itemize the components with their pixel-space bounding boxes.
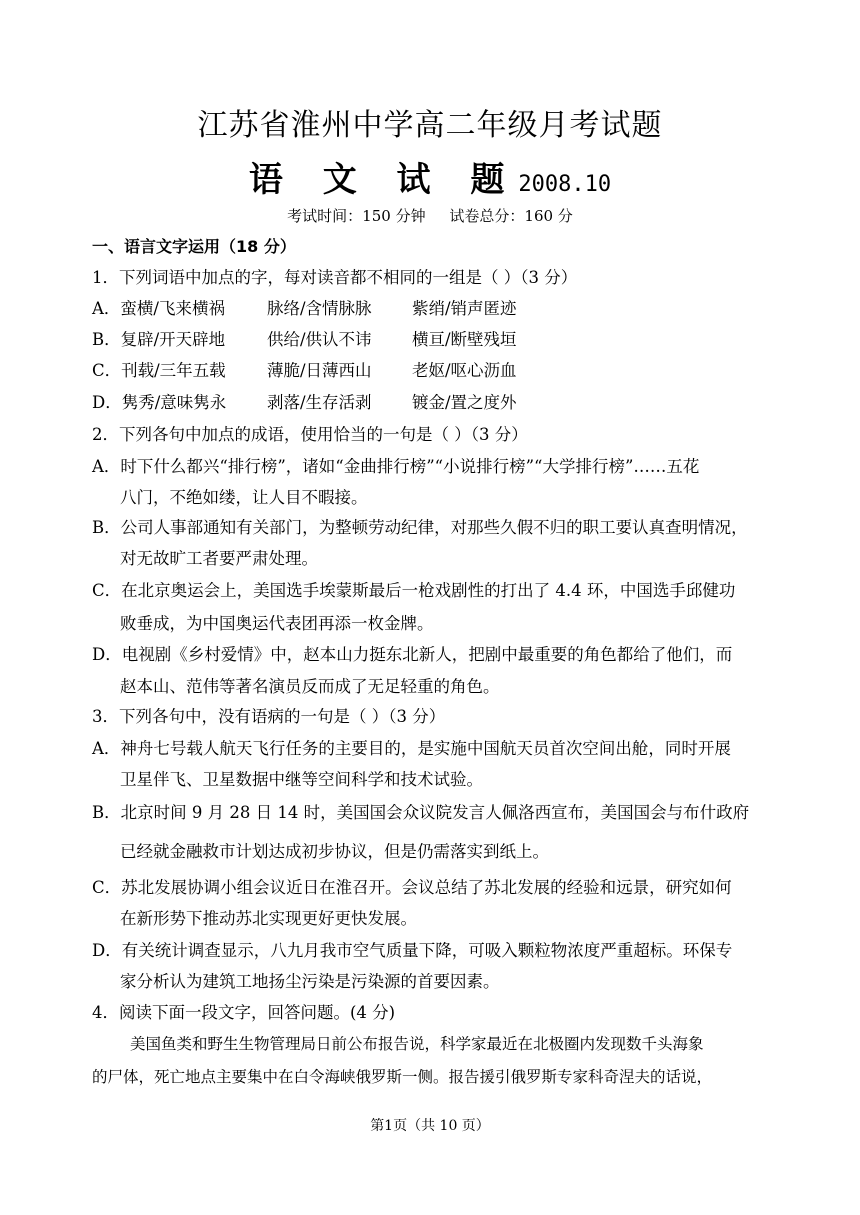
question-4-stem: 4．阅读下面一段文字，回答问题。(4 分) [92,1003,396,1022]
q1-option-b [92,329,517,351]
q4-passage-line-1: 美国鱼类和野生生物管理局日前公布报告说，科学家最近在北极圈内发现数千头海象 [130,1035,704,1053]
question-1-stem: 1．下列词语中加点的字，每对读音都不相同的一组是（ ）（3 分） [92,268,578,287]
q2-option-c-line-2: 败垂成，为中国奥运代表团再添一枚金牌。 [120,614,434,633]
q3-option-a-line-1: A．神舟七号载人航天飞行任务的主要目的，是实施中国航天员首次空间出舱，同时开展 [92,739,731,758]
q1-b-word-1: B．复辟/开天辟地 [92,330,226,349]
q1-c-word-1: C．刊载/三年五载 [92,361,226,380]
q2-option-a-line-2: 八门，不绝如缕，让人目不暇接。 [120,488,368,507]
q1-c-word-2: 薄脆/日薄西山 [267,361,372,380]
q3-option-c-line-1: C．苏北发展协调小组会议近日在淮召开。会议总结了苏北发展的经验和远景，研究如何 [92,878,732,897]
q3-option-c-line-2: 在新形势下推动苏北实现更好更快发展。 [120,909,417,928]
q1-a-word-3: 紫绡/销声匿迹 [412,299,517,318]
q1-option-c [92,360,517,382]
q2-option-b-line-1: B．公司人事部通知有关部门，为整顿劳动纪律，对那些久假不归的职工要认真查明情况， [92,518,748,537]
q2-option-c-line-1: C．在北京奥运会上，美国选手埃蒙斯最后一枪戏剧性的打出了 4.4 环，中国选手邱健功 [92,581,736,600]
q2-option-a-line-1: A．时下什么都兴“排行榜”，诸如“金曲排行榜”“小说排行榜”“大学排行榜”……五花 [92,457,700,476]
q1-a-word-1: A．蛮横/飞来横祸 [92,299,225,318]
exam-title: 语 文 试 题 [248,160,519,200]
q3-option-d-line-1: D．有关统计调查显示，八九月我市空气质量下降，可吸入颗粒物浓度严重超标。环保专 [92,941,733,960]
school-title: 江苏省淮州中学高二年级月考试题 [197,108,663,143]
q4-passage-line-2: 的尸体，死亡地点主要集中在白令海峡俄罗斯一侧。报告援引俄罗斯专家科奇涅夫的话说， [92,1068,713,1086]
q2-option-b-line-2: 对无故旷工者要严肃处理。 [120,549,318,568]
exam-title-row [0,152,860,201]
q3-option-b-line-1: B．北京时间 9 月 28 日 14 时，美国国会众议院发言人佩洛西宣布，美国国会与布什政府 [92,803,750,822]
page-footer: 第1页（共 10 页） [370,1118,490,1134]
question-2-stem: 2．下列各句中加点的成语，使用恰当的一句是（ ）（3 分） [92,425,528,444]
q2-option-d-line-2: 赵本山、范伟等著名演员反而成了无足轻重的角色。 [120,677,500,696]
exam-date: 2008.10 [518,172,612,197]
q1-b-word-2: 供给/供认不讳 [267,330,372,349]
q3-option-a-line-2: 卫星伴飞、卫星数据中继等空间科学和技术试验。 [120,770,483,789]
q1-b-word-3: 横亘/断壁残垣 [412,330,517,349]
q1-option-a [92,298,517,320]
q2-option-d-line-1: D．电视剧《乡村爱情》中，赵本山力挺东北新人，把剧中最重要的角色都给了他们，而 [92,645,733,664]
q1-option-d [92,392,517,414]
q1-d-word-3: 镀金/置之度外 [412,393,517,412]
question-3-stem: 3．下列各句中，没有语病的一句是（ ）（3 分） [92,707,446,726]
section-heading: 一、语言文字运用（18 分） [92,237,296,256]
q1-d-word-2: 剥落/生存活剥 [267,393,372,412]
q1-c-word-3: 老妪/呕心沥血 [412,361,517,380]
q3-option-b-line-2: 已经就金融救市计划达成初步协议，但是仍需落实到纸上。 [120,842,549,861]
q3-option-d-line-2: 家分析认为建筑工地扬尘污染是污染源的首要因素。 [120,972,500,991]
q1-d-word-1: D．隽秀/意味隽永 [92,393,227,412]
exam-meta: 考试时间：150 分钟 试卷总分：160 分 [287,207,573,225]
q1-a-word-2: 脉络/含情脉脉 [267,299,372,318]
